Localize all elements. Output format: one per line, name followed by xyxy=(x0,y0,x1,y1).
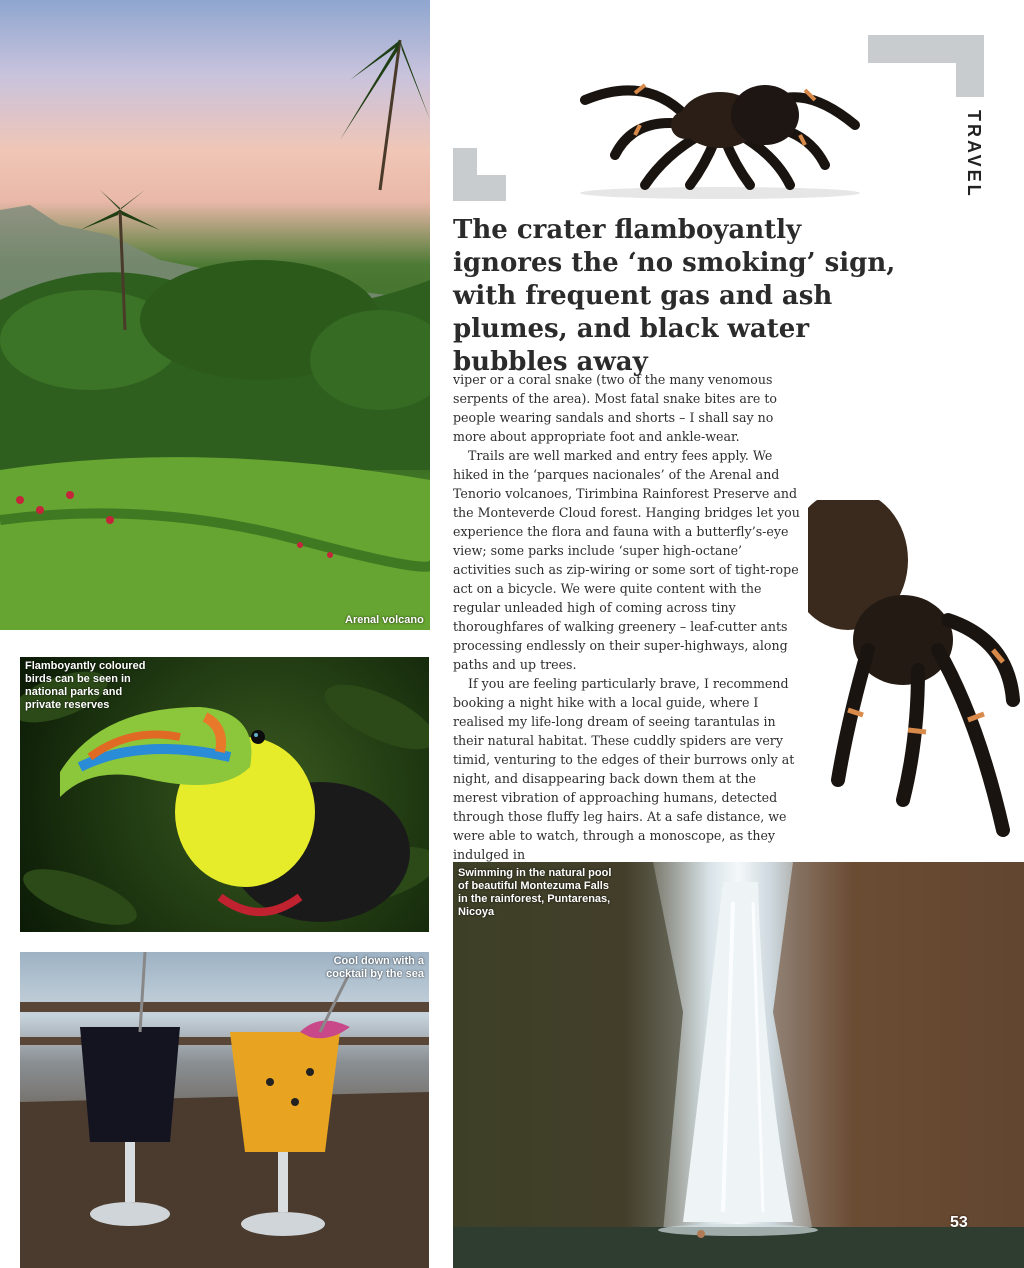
toucan-photo xyxy=(20,657,429,932)
corner-bracket-left-horizontal xyxy=(453,175,506,201)
corner-bracket-top-vertical xyxy=(956,35,984,97)
body-paragraph: If you are feeling particularly brave, I recommend booking a night hike with a local guide, where I realised my life-long dream of seeing tarantulas in their natural habitat. These cuddly spiders are very timid, venturing to the edges of their burrows only at night, and disappearing back down them at the merest vibration of approaching humans, detected through those fluffy leg hairs. At a safe distance, we were able to watch, through a monoscope, as they indulged in xyxy=(453,676,795,862)
cocktails-photo xyxy=(20,952,429,1268)
caption-toucan: Flamboyantly coloured birds can be seen in national parks and private reserves xyxy=(25,660,146,711)
montezuma-falls-photo xyxy=(453,862,1024,1268)
body-paragraph: viper or a coral snake (two of the many venomous serpents of the area). Most fatal snake bites are to people wearing sandals and shorts – I shall say no more about appropriate foot and ankle-wear. xyxy=(453,372,778,444)
headline: The crater flamboyantly ignores the ‘no smoking’ sign, with frequent gas and ash plumes, and black water bubbles away xyxy=(453,215,896,377)
body-paragraph: Trails are well marked and entry fees apply. We hiked in the ‘parques nacionales’ of the Arenal and Tenorio volcanoes, Tirimbina Rainforest Preserve and the Monteverde Cloud forest. Hanging bridges let you experience the flora and fauna with a butterfly’s-eye view; some parks include ‘super high-octane’ activities such as zip-wiring or some sort of tight-rope act on a bicycle. We were quite content with the regular unleaded high of coming across tiny thoroughfares of walking greenery – leaf-cutter ants processing endlessly on their super-highways, along paths and up trees. xyxy=(453,448,800,672)
caption-cocktails: Cool down with a cocktail by the sea xyxy=(326,955,424,980)
caption-falls: Swimming in the natural pool of beautiful Montezuma Falls in the rainforest, Puntarenas, Nicoya xyxy=(458,867,612,918)
volcano-illustration xyxy=(0,0,430,630)
page-number: 53 xyxy=(950,1214,968,1231)
caption-volcano: Arenal volcano xyxy=(345,614,424,626)
section-label: TRAVEL xyxy=(964,110,984,199)
waterfall-illustration xyxy=(453,862,1024,1268)
cocktails-illustration xyxy=(20,952,429,1268)
arenal-volcano-photo xyxy=(0,0,430,630)
tarantula-top-illustration xyxy=(565,55,875,200)
tarantula-right-illustration xyxy=(808,500,1024,840)
article-body xyxy=(453,370,803,864)
